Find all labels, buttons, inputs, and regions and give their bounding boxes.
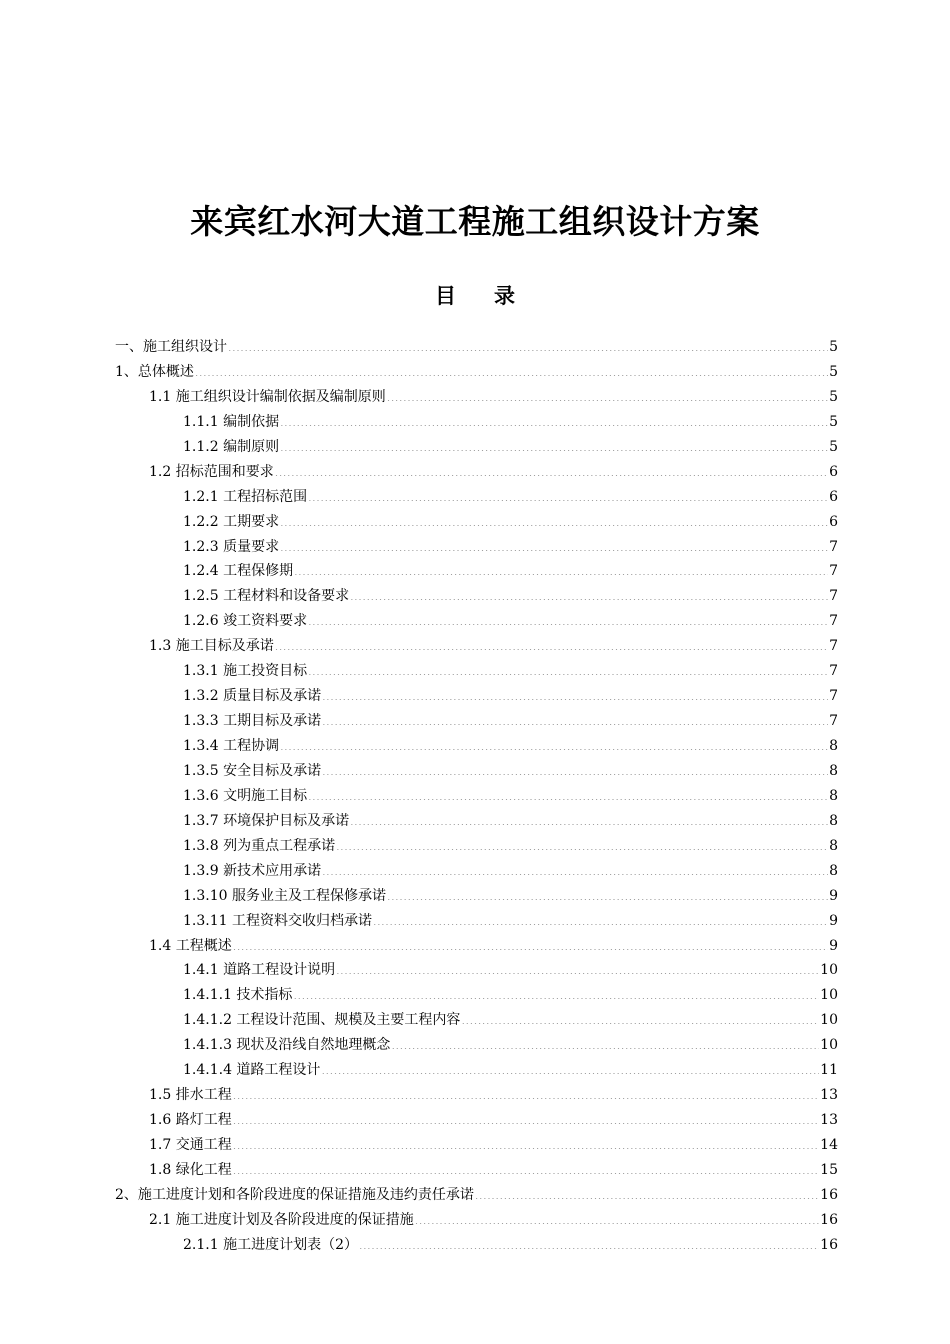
toc-entry-page-number: 9: [829, 912, 838, 929]
toc-entry-page-number: 5: [829, 339, 838, 355]
toc-entry-page-number: 13: [820, 1112, 838, 1129]
toc-entry[interactable]: [115, 1058, 838, 1083]
toc-entry-page-number: 8: [829, 812, 838, 829]
toc-entry[interactable]: [115, 360, 838, 385]
toc-heading-right: 录: [494, 284, 515, 308]
toc-entry[interactable]: [115, 1083, 838, 1108]
toc-entry[interactable]: [115, 1158, 838, 1183]
toc-entry[interactable]: [115, 485, 838, 510]
toc-entry-title: 1.3.6 文明施工目标: [183, 787, 308, 804]
toc-entry[interactable]: [115, 684, 838, 709]
toc-entry[interactable]: [115, 460, 838, 485]
toc-dot-leader: [415, 1212, 819, 1224]
toc-entry-page-number: 10: [820, 1012, 838, 1029]
toc-entry-page-number: 6: [829, 488, 838, 505]
toc-dot-leader: [293, 987, 819, 999]
toc-entry[interactable]: [115, 958, 838, 983]
toc-entry-title: 1.2.4 工程保修期: [183, 563, 294, 580]
toc-entry[interactable]: [115, 759, 838, 784]
toc-entry[interactable]: [115, 1208, 838, 1233]
toc-entry[interactable]: [115, 435, 838, 460]
toc-entry-page-number: 7: [829, 613, 838, 630]
toc-entry-page-number: 13: [820, 1087, 838, 1104]
toc-dot-leader: [280, 514, 828, 526]
toc-dot-leader: [228, 339, 828, 351]
toc-entry[interactable]: [115, 410, 838, 435]
toc-entry-page-number: 14: [820, 1137, 838, 1153]
toc-entry-title: 1.3.1 施工投资目标: [183, 663, 308, 680]
toc-entry[interactable]: [115, 1008, 838, 1033]
toc-dot-leader: [461, 1012, 819, 1024]
toc-entry-title: 1.2.1 工程招标范围: [183, 488, 308, 505]
toc-dot-leader: [336, 962, 819, 974]
toc-entry[interactable]: [115, 834, 838, 859]
toc-dot-leader: [308, 788, 828, 800]
toc-dot-leader: [350, 813, 828, 825]
toc-entry-title: 1.3.9 新技术应用承诺: [183, 862, 322, 879]
toc-dot-leader: [195, 364, 828, 376]
toc-entry-title: 1.3.11 工程资料交收归档承诺: [183, 912, 372, 929]
toc-entry-title: 1.3.4 工程协调: [183, 738, 280, 754]
toc-entry[interactable]: [115, 535, 838, 560]
toc-entry-title: 2.1.1 施工进度计划表（2）: [183, 1236, 358, 1253]
toc-dot-leader: [350, 588, 828, 600]
toc-dot-leader: [322, 863, 828, 875]
toc-entry-title: 1.4.1.1 技术指标: [183, 987, 293, 1004]
toc-entry-title: 1.3.2 质量目标及承诺: [183, 688, 322, 705]
toc-entry[interactable]: [115, 909, 838, 934]
toc-dot-leader: [359, 1237, 819, 1249]
toc-entry-title: 2.1 施工进度计划及各阶段进度的保证措施: [149, 1211, 414, 1228]
toc-entry-page-number: 10: [820, 962, 838, 979]
toc-entry[interactable]: [115, 934, 838, 959]
toc-dot-leader: [280, 414, 828, 426]
toc-entry-page-number: 5: [829, 413, 838, 430]
toc-entry-title: 1.1.1 编制依据: [183, 413, 280, 430]
toc-dot-leader: [233, 1137, 819, 1149]
toc-entry-page-number: 8: [829, 837, 838, 854]
toc-entry[interactable]: [115, 859, 838, 884]
toc-dot-leader: [280, 539, 828, 551]
toc-dot-leader: [233, 1112, 819, 1124]
toc-entry-title: 1.3 施工目标及承诺: [149, 638, 274, 655]
toc-entry-title: 1.3.7 环境保护目标及承诺: [183, 812, 350, 829]
document-title: 来宾红水河大道工程施工组织设计方案: [190, 202, 760, 241]
toc-dot-leader: [387, 389, 828, 401]
toc-entry-page-number: 9: [829, 937, 838, 954]
toc-entry[interactable]: [115, 734, 838, 759]
toc-entry-title: 1.2.3 质量要求: [183, 538, 280, 555]
toc-entry[interactable]: [115, 784, 838, 809]
toc-dot-leader: [233, 938, 828, 950]
toc-entry-page-number: 8: [829, 862, 838, 879]
toc-entry[interactable]: [115, 1108, 838, 1133]
toc-entry-page-number: 8: [829, 738, 838, 754]
toc-entry-page-number: 16: [820, 1236, 838, 1253]
toc-dot-leader: [387, 888, 828, 900]
toc-heading-left: 目: [435, 284, 456, 308]
toc-entry[interactable]: [115, 709, 838, 734]
toc-entry-page-number: 7: [829, 588, 838, 605]
toc-entry[interactable]: [115, 609, 838, 634]
toc-entry-title: 1.4.1.4 道路工程设计: [183, 1062, 321, 1079]
toc-entry-title: 1.3.3 工期目标及承诺: [183, 713, 322, 730]
toc-entry-title: 1.1.2 编制原则: [183, 438, 280, 455]
toc-entry-page-number: 7: [829, 638, 838, 655]
toc-dot-leader: [373, 913, 828, 925]
toc-entry-title: 1.8 绿化工程: [149, 1161, 232, 1178]
toc-entry-page-number: 5: [829, 438, 838, 455]
toc-entry-page-number: 7: [829, 713, 838, 730]
toc-entry-page-number: 7: [829, 688, 838, 705]
toc-dot-leader: [275, 638, 828, 650]
toc-dot-leader: [308, 613, 828, 625]
toc-entry-title: 1.2.2 工期要求: [183, 513, 280, 530]
toc-entry-page-number: 6: [829, 513, 838, 530]
toc-entry-page-number: 5: [829, 363, 838, 380]
toc-dot-leader: [322, 713, 828, 725]
toc-dot-leader: [233, 1087, 819, 1099]
toc-dot-leader: [294, 563, 828, 575]
toc-dot-leader: [275, 464, 828, 476]
toc-dot-leader: [391, 1037, 819, 1049]
toc-entry-page-number: 7: [829, 563, 838, 580]
toc-entry-page-number: 11: [820, 1062, 838, 1079]
toc-entry-page-number: 5: [829, 388, 838, 405]
toc-entry-title: 1.4 工程概述: [149, 937, 232, 954]
toc-entry[interactable]: [115, 584, 838, 609]
toc-dot-leader: [233, 1162, 819, 1174]
toc-entry-page-number: 7: [829, 663, 838, 680]
toc-entry-title: 1.4.1.2 工程设计范围、规模及主要工程内容: [183, 1012, 461, 1029]
toc-dot-leader: [321, 1062, 819, 1074]
toc-entry-page-number: 15: [820, 1161, 838, 1178]
toc-entry-title: 1.4.1 道路工程设计说明: [183, 962, 336, 979]
toc-dot-leader: [336, 838, 828, 850]
toc-entry-page-number: 6: [829, 463, 838, 480]
toc-entry-title: 1.3.8 列为重点工程承诺: [183, 837, 336, 854]
toc-entry-title: 1.3.5 安全目标及承诺: [183, 762, 322, 779]
toc-entry-title: 2、施工进度计划和各阶段进度的保证措施及违约责任承诺: [115, 1186, 474, 1203]
toc-entry[interactable]: [115, 559, 838, 584]
toc-entry[interactable]: [115, 884, 838, 909]
toc-entry-page-number: 16: [820, 1211, 838, 1228]
toc-entry-page-number: 10: [820, 1037, 838, 1054]
toc-entry[interactable]: [115, 510, 838, 535]
toc-entry-title: 1.2.5 工程材料和设备要求: [183, 588, 350, 605]
toc-entry[interactable]: [115, 1183, 838, 1208]
table-of-contents: [115, 335, 838, 1258]
toc-entry-page-number: 8: [829, 762, 838, 779]
toc-dot-leader: [308, 489, 828, 501]
toc-entry[interactable]: [115, 335, 838, 360]
toc-entry-title: 1.3.10 服务业主及工程保修承诺: [183, 887, 386, 904]
toc-entry-title: 1.2 招标范围和要求: [149, 463, 274, 480]
toc-entry[interactable]: [115, 1033, 838, 1058]
toc-entry-title: 1.2.6 竣工资料要求: [183, 613, 308, 630]
toc-dot-leader: [308, 663, 828, 675]
toc-entry-page-number: 8: [829, 787, 838, 804]
toc-entry-page-number: 10: [820, 987, 838, 1004]
toc-entry[interactable]: [115, 1133, 838, 1158]
toc-entry-page-number: 7: [829, 538, 838, 555]
toc-entry[interactable]: [115, 385, 838, 410]
toc-entry[interactable]: [115, 809, 838, 834]
toc-dot-leader: [280, 738, 828, 750]
toc-dot-leader: [475, 1187, 819, 1199]
toc-entry[interactable]: [115, 659, 838, 684]
toc-entry-title: 1.6 路灯工程: [149, 1112, 232, 1129]
toc-entry-title: 一、施工组织设计: [115, 339, 227, 355]
toc-entry[interactable]: [115, 1233, 838, 1258]
toc-entry[interactable]: [115, 634, 838, 659]
toc-entry-title: 1.5 排水工程: [149, 1087, 232, 1104]
toc-dot-leader: [322, 763, 828, 775]
toc-entry[interactable]: [115, 983, 838, 1008]
toc-heading: [0, 281, 950, 311]
toc-entry-title: 1、总体概述: [115, 363, 194, 380]
toc-entry-page-number: 9: [829, 887, 838, 904]
toc-entry-title: 1.1 施工组织设计编制依据及编制原则: [149, 388, 386, 405]
toc-dot-leader: [322, 688, 828, 700]
toc-dot-leader: [280, 439, 828, 451]
toc-entry-title: 1.7 交通工程: [149, 1137, 232, 1153]
toc-entry-title: 1.4.1.3 现状及沿线自然地理概念: [183, 1037, 391, 1054]
toc-entry-page-number: 16: [820, 1186, 838, 1203]
